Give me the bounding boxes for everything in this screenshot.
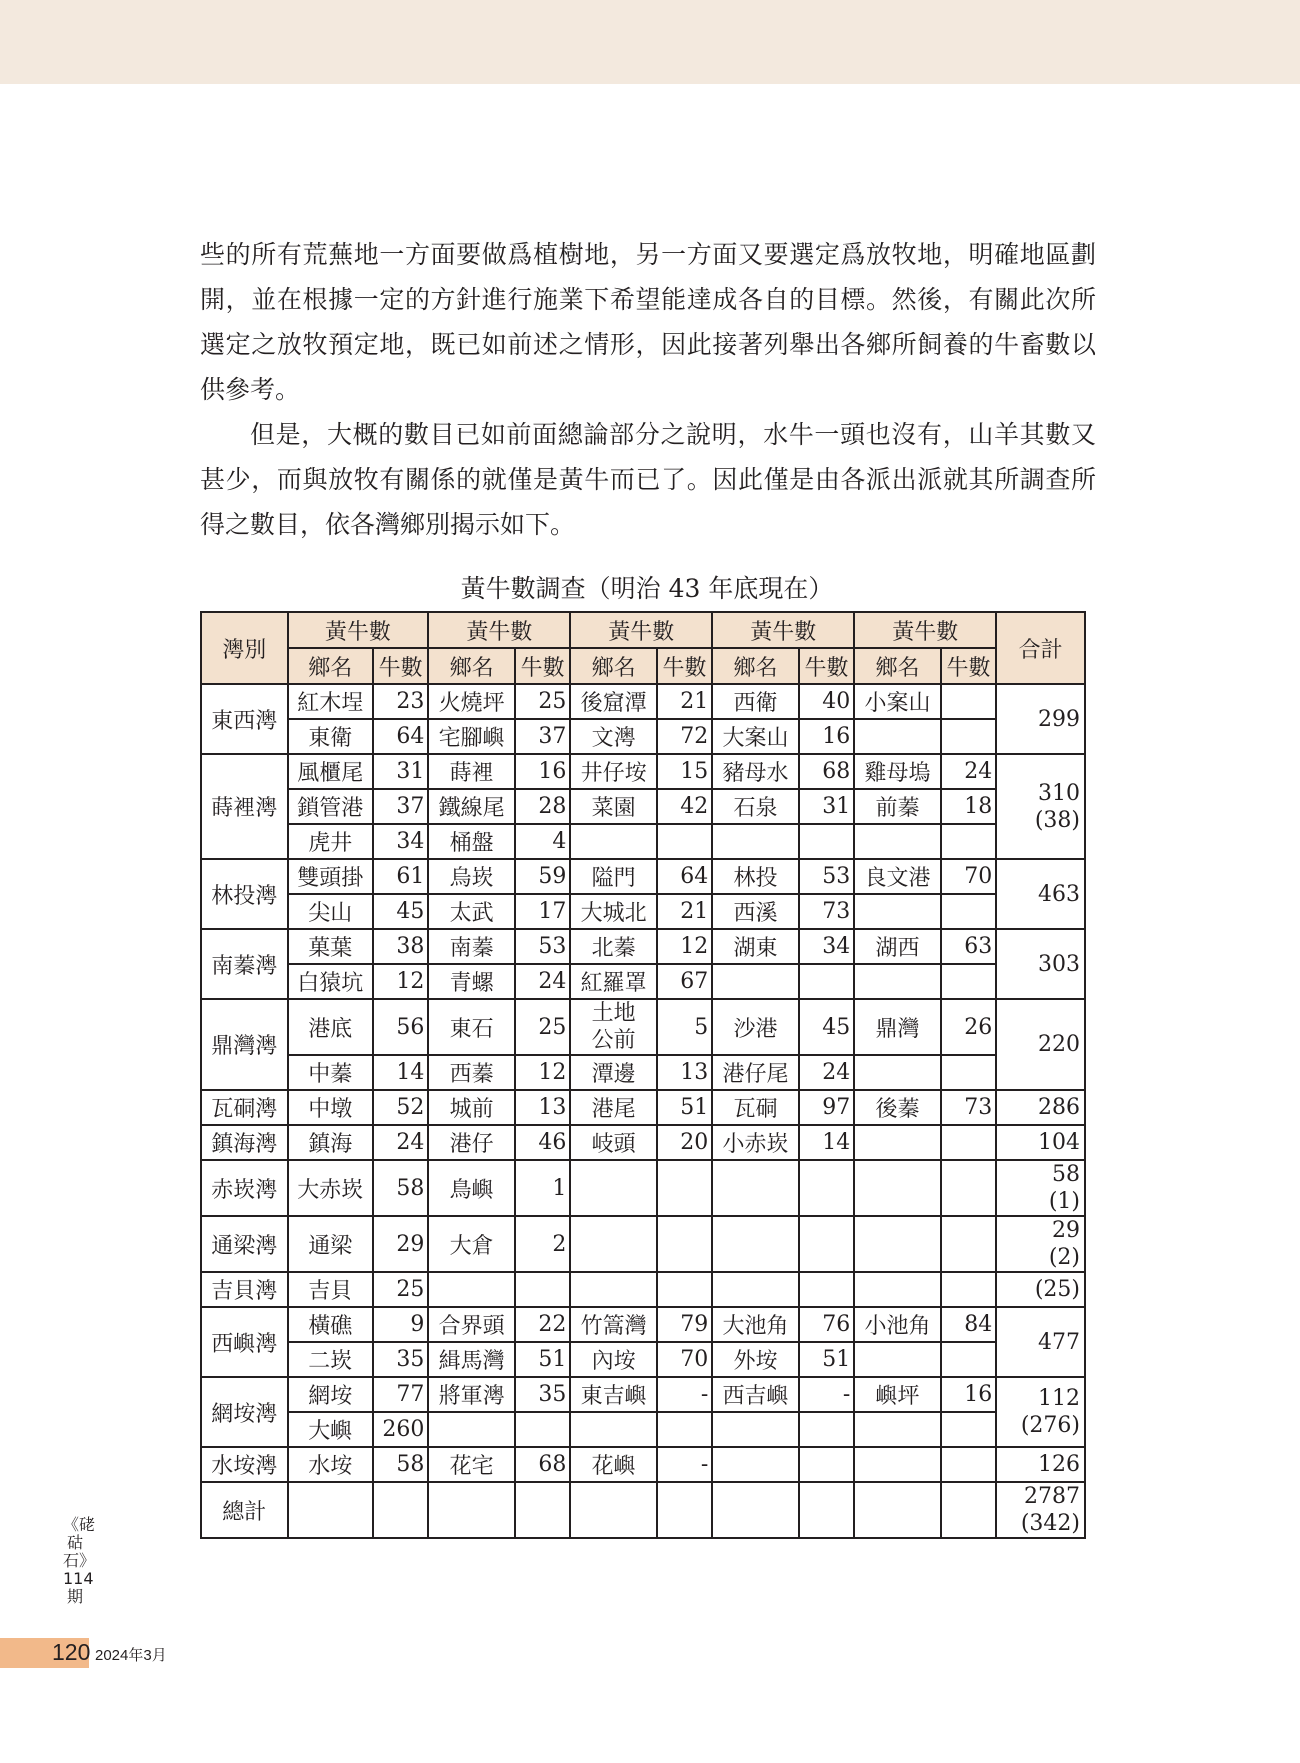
village-name: 大城北 — [570, 894, 657, 929]
village-name: 鎖管港 — [288, 789, 373, 824]
cattle-count: 29 — [373, 1216, 428, 1272]
page-number-tab — [0, 1638, 89, 1668]
bay-name: 通梁澚 — [201, 1216, 288, 1272]
cattle-count: 12 — [515, 1055, 570, 1090]
village-name — [712, 1412, 799, 1447]
village-name: 合界頭 — [428, 1307, 515, 1342]
village-name: 岐頭 — [570, 1125, 657, 1160]
village-name: 豬母水 — [712, 754, 799, 789]
village-name: 雞母塢 — [854, 754, 941, 789]
cattle-count: - — [799, 1377, 854, 1412]
cattle-count — [373, 1482, 428, 1538]
bay-name: 赤崁澚 — [201, 1160, 288, 1216]
village-name: 桶盤 — [428, 824, 515, 859]
page-number: 120 — [52, 1639, 91, 1665]
village-name: 南蓁 — [428, 929, 515, 964]
bay-total: 126 — [996, 1447, 1085, 1482]
header-group: 黃牛數 — [854, 612, 996, 648]
cattle-count: 20 — [657, 1125, 712, 1160]
cattle-count: 58 — [373, 1447, 428, 1482]
header-row-2 — [201, 648, 1085, 684]
village-name: 小案山 — [854, 684, 941, 719]
village-name — [570, 1272, 657, 1307]
village-name: 花嶼 — [570, 1447, 657, 1482]
village-name: 紅羅罩 — [570, 964, 657, 999]
village-name: 中墩 — [288, 1090, 373, 1125]
cattle-count — [941, 1216, 996, 1272]
village-name: 北蓁 — [570, 929, 657, 964]
village-name: 湖東 — [712, 929, 799, 964]
village-name — [712, 1216, 799, 1272]
cattle-count: 31 — [373, 754, 428, 789]
village-name: 港仔 — [428, 1125, 515, 1160]
cattle-count: 2 — [515, 1216, 570, 1272]
header-total: 合計 — [996, 612, 1085, 684]
cattle-count: 56 — [373, 999, 428, 1055]
cattle-count: 260 — [373, 1412, 428, 1447]
village-name: 良文港 — [854, 859, 941, 894]
header-village: 鄉名 — [288, 648, 373, 684]
table-title: 黃牛數調查（明治 43 年底現在） — [460, 574, 834, 603]
table-row — [201, 824, 1085, 859]
village-name: 將軍澚 — [428, 1377, 515, 1412]
cattle-count — [657, 1272, 712, 1307]
cattle-count: 77 — [373, 1377, 428, 1412]
header-group: 黃牛數 — [712, 612, 854, 648]
cattle-count — [515, 1412, 570, 1447]
cattle-count: 37 — [373, 789, 428, 824]
bay-total: 310 (38) — [996, 754, 1085, 859]
bay-total: (25) — [996, 1272, 1085, 1307]
village-name: 外垵 — [712, 1342, 799, 1377]
village-name: 港仔尾 — [712, 1055, 799, 1090]
village-name: 湖西 — [854, 929, 941, 964]
cattle-count — [799, 1412, 854, 1447]
cattle-count: 70 — [657, 1342, 712, 1377]
cattle-count: 14 — [373, 1055, 428, 1090]
cattle-count: 35 — [515, 1377, 570, 1412]
table-row — [201, 1342, 1085, 1377]
village-name — [570, 1216, 657, 1272]
table-row — [201, 894, 1085, 929]
cattle-count: 24 — [941, 754, 996, 789]
village-name: 雙頭掛 — [288, 859, 373, 894]
header-group: 黃牛數 — [570, 612, 712, 648]
village-name — [854, 824, 941, 859]
cattle-count: 24 — [515, 964, 570, 999]
village-name: 菓葉 — [288, 929, 373, 964]
village-name — [854, 1055, 941, 1090]
village-name: 花宅 — [428, 1447, 515, 1482]
header-count: 牛數 — [657, 648, 712, 684]
cattle-count: 21 — [657, 894, 712, 929]
village-name: 內垵 — [570, 1342, 657, 1377]
table-row — [201, 1125, 1085, 1160]
cattle-count — [941, 1342, 996, 1377]
village-name: 東石 — [428, 999, 515, 1055]
village-name: 小池角 — [854, 1307, 941, 1342]
bay-total: 299 — [996, 684, 1085, 754]
village-name: 文澚 — [570, 719, 657, 754]
bay-name: 鼎灣澚 — [201, 999, 288, 1090]
bay-total: 104 — [996, 1125, 1085, 1160]
cattle-count: 13 — [515, 1090, 570, 1125]
table-row — [201, 789, 1085, 824]
cattle-count: 5 — [657, 999, 712, 1055]
village-name: 鐵線尾 — [428, 789, 515, 824]
village-name — [854, 1412, 941, 1447]
cattle-count — [941, 1447, 996, 1482]
bay-name: 總計 — [201, 1482, 288, 1538]
village-name: 烏崁 — [428, 859, 515, 894]
village-name: 吉貝 — [288, 1272, 373, 1307]
village-name: 前蓁 — [854, 789, 941, 824]
header-count: 牛數 — [373, 648, 428, 684]
village-name: 港底 — [288, 999, 373, 1055]
village-name: 白猿坑 — [288, 964, 373, 999]
village-name: 緝馬灣 — [428, 1342, 515, 1377]
table-row — [201, 684, 1085, 719]
table-row — [201, 1272, 1085, 1307]
journal-vertical-title: 《硓𥑮石》114期 — [63, 1515, 96, 1606]
table-row — [201, 964, 1085, 999]
cattle-count: 79 — [657, 1307, 712, 1342]
village-name: 菜園 — [570, 789, 657, 824]
cattle-count: 24 — [799, 1055, 854, 1090]
cattle-count: 68 — [515, 1447, 570, 1482]
cattle-count — [799, 1272, 854, 1307]
cattle-count: 38 — [373, 929, 428, 964]
cattle-count: 72 — [657, 719, 712, 754]
village-name: 蒔裡 — [428, 754, 515, 789]
village-name — [854, 1160, 941, 1216]
bay-total: 2787 (342) — [996, 1482, 1085, 1538]
village-name: 西蓁 — [428, 1055, 515, 1090]
cattle-count: 14 — [799, 1125, 854, 1160]
cattle-count: 28 — [515, 789, 570, 824]
cattle-count: 12 — [373, 964, 428, 999]
cattle-count — [657, 824, 712, 859]
village-name: 嶼坪 — [854, 1377, 941, 1412]
table-row — [201, 1482, 1085, 1538]
village-name: 瓦硐 — [712, 1090, 799, 1125]
table-row — [201, 1160, 1085, 1216]
table-row — [201, 929, 1085, 964]
cattle-count: 16 — [799, 719, 854, 754]
bay-name: 西嶼澚 — [201, 1307, 288, 1377]
header-count: 牛數 — [799, 648, 854, 684]
cattle-count: 17 — [515, 894, 570, 929]
village-name — [428, 1412, 515, 1447]
village-name: 橫礁 — [288, 1307, 373, 1342]
table-row — [201, 1377, 1085, 1412]
bay-total: 286 — [996, 1090, 1085, 1125]
cattle-count: 51 — [657, 1090, 712, 1125]
village-name — [854, 894, 941, 929]
cattle-count — [941, 1160, 996, 1216]
village-name: 中蓁 — [288, 1055, 373, 1090]
cattle-count: 26 — [941, 999, 996, 1055]
table-row — [201, 1090, 1085, 1125]
village-name: 沙港 — [712, 999, 799, 1055]
bay-name: 吉貝澚 — [201, 1272, 288, 1307]
header-group: 黃牛數 — [288, 612, 429, 648]
cattle-table — [200, 611, 1086, 1539]
cattle-count: 9 — [373, 1307, 428, 1342]
cattle-count: - — [657, 1447, 712, 1482]
bay-name: 東西澚 — [201, 684, 288, 754]
cattle-count — [941, 1125, 996, 1160]
village-name: 大赤崁 — [288, 1160, 373, 1216]
table-row — [201, 1447, 1085, 1482]
issue-date: 2024年3月 — [95, 1647, 167, 1664]
village-name — [570, 1482, 657, 1538]
table-row — [201, 859, 1085, 894]
village-name: 宅腳嶼 — [428, 719, 515, 754]
village-name — [712, 1272, 799, 1307]
village-name: 西吉嶼 — [712, 1377, 799, 1412]
village-name — [854, 964, 941, 999]
village-name: 鎮海 — [288, 1125, 373, 1160]
village-name: 井仔垵 — [570, 754, 657, 789]
village-name — [854, 1272, 941, 1307]
header-row-1 — [201, 612, 1085, 648]
cattle-count: 13 — [657, 1055, 712, 1090]
cattle-count: 37 — [515, 719, 570, 754]
header-village: 鄉名 — [712, 648, 799, 684]
cattle-count — [799, 1447, 854, 1482]
table-row — [201, 719, 1085, 754]
cattle-count — [799, 1482, 854, 1538]
bay-name: 水垵澚 — [201, 1447, 288, 1482]
table-row — [201, 1412, 1085, 1447]
cattle-count — [515, 1272, 570, 1307]
cattle-count — [941, 1482, 996, 1538]
cattle-count: 68 — [799, 754, 854, 789]
cattle-count: 25 — [373, 1272, 428, 1307]
cattle-count — [657, 1160, 712, 1216]
cattle-count — [515, 1482, 570, 1538]
bay-total: 29 (2) — [996, 1216, 1085, 1272]
cattle-count — [799, 1160, 854, 1216]
cattle-count: 53 — [799, 859, 854, 894]
village-name: 鳥嶼 — [428, 1160, 515, 1216]
cattle-count: 76 — [799, 1307, 854, 1342]
village-name — [288, 1482, 373, 1538]
village-name — [570, 1412, 657, 1447]
header-count: 牛數 — [515, 648, 570, 684]
village-name: 石泉 — [712, 789, 799, 824]
village-name: 虎井 — [288, 824, 373, 859]
village-name: 後蓁 — [854, 1090, 941, 1125]
cattle-count: 52 — [373, 1090, 428, 1125]
cattle-count: 61 — [373, 859, 428, 894]
cattle-count — [657, 1216, 712, 1272]
cattle-count: 58 — [373, 1160, 428, 1216]
bay-total: 463 — [996, 859, 1085, 929]
table-row — [201, 754, 1085, 789]
bay-name: 網垵澚 — [201, 1377, 288, 1447]
village-name: 通梁 — [288, 1216, 373, 1272]
cattle-count: 46 — [515, 1125, 570, 1160]
village-name: 水垵 — [288, 1447, 373, 1482]
body-text — [200, 232, 1096, 547]
village-name: 城前 — [428, 1090, 515, 1125]
village-name: 小赤崁 — [712, 1125, 799, 1160]
cattle-count — [941, 684, 996, 719]
cattle-count: 45 — [373, 894, 428, 929]
cattle-count: 23 — [373, 684, 428, 719]
cattle-count: 51 — [515, 1342, 570, 1377]
village-name: 大倉 — [428, 1216, 515, 1272]
cattle-count: 34 — [799, 929, 854, 964]
village-name — [428, 1272, 515, 1307]
village-name: 網垵 — [288, 1377, 373, 1412]
village-name: 港尾 — [570, 1090, 657, 1125]
header-village: 鄉名 — [854, 648, 941, 684]
cattle-count: 22 — [515, 1307, 570, 1342]
cattle-count: 51 — [799, 1342, 854, 1377]
cattle-count: 63 — [941, 929, 996, 964]
paragraph-2: 但是，大概的數目已如前面總論部分之說明，水牛一頭也沒有，山羊其數又甚少，而與放牧有關係的就僅是黃牛而已了。因此僅是由各派出派就其所調查所得之數目，依各灣鄉別揭示如下。 — [200, 420, 1096, 539]
cattle-count — [941, 1412, 996, 1447]
cattle-count: 16 — [941, 1377, 996, 1412]
cattle-count: 21 — [657, 684, 712, 719]
village-name: 尖山 — [288, 894, 373, 929]
cattle-count: 97 — [799, 1090, 854, 1125]
village-name: 二崁 — [288, 1342, 373, 1377]
village-name: 青螺 — [428, 964, 515, 999]
cattle-count: 40 — [799, 684, 854, 719]
village-name: 西衛 — [712, 684, 799, 719]
village-name — [570, 1160, 657, 1216]
cattle-count: 64 — [373, 719, 428, 754]
cattle-count — [941, 894, 996, 929]
cattle-count — [799, 824, 854, 859]
bay-name: 南蓁澚 — [201, 929, 288, 999]
cattle-count: 53 — [515, 929, 570, 964]
village-name: 紅木埕 — [288, 684, 373, 719]
village-name — [712, 964, 799, 999]
cattle-count: 73 — [799, 894, 854, 929]
cattle-count — [657, 1412, 712, 1447]
village-name: 西溪 — [712, 894, 799, 929]
village-name — [712, 1482, 799, 1538]
cattle-count — [941, 824, 996, 859]
village-name — [854, 719, 941, 754]
header-bay: 澚別 — [201, 612, 288, 684]
cattle-count — [941, 964, 996, 999]
village-name — [712, 1160, 799, 1216]
bay-total: 220 — [996, 999, 1085, 1090]
village-name — [428, 1482, 515, 1538]
bay-total: 112 (276) — [996, 1377, 1085, 1447]
village-name: 竹篙灣 — [570, 1307, 657, 1342]
cattle-count: 67 — [657, 964, 712, 999]
bay-total: 58 (1) — [996, 1160, 1085, 1216]
header-group: 黃牛數 — [428, 612, 570, 648]
cattle-count: 45 — [799, 999, 854, 1055]
village-name — [712, 824, 799, 859]
village-name: 大案山 — [712, 719, 799, 754]
village-name: 火燒坪 — [428, 684, 515, 719]
village-name — [854, 1216, 941, 1272]
village-name: 土地 公前 — [570, 999, 657, 1055]
table-row — [201, 999, 1085, 1055]
village-name — [570, 824, 657, 859]
village-name: 東吉嶼 — [570, 1377, 657, 1412]
header-village: 鄉名 — [428, 648, 515, 684]
bay-name: 鎮海澚 — [201, 1125, 288, 1160]
village-name — [712, 1447, 799, 1482]
header-village: 鄉名 — [570, 648, 657, 684]
cattle-count: 25 — [515, 684, 570, 719]
table-row — [201, 1216, 1085, 1272]
cattle-count: 24 — [373, 1125, 428, 1160]
cattle-count: 84 — [941, 1307, 996, 1342]
village-name — [854, 1342, 941, 1377]
bay-total: 477 — [996, 1307, 1085, 1377]
cattle-count — [941, 719, 996, 754]
bay-name: 蒔裡澚 — [201, 754, 288, 859]
village-name: 太武 — [428, 894, 515, 929]
bay-name: 林投澚 — [201, 859, 288, 929]
table-row — [201, 1307, 1085, 1342]
top-band — [0, 0, 1300, 84]
cattle-count: 64 — [657, 859, 712, 894]
village-name: 林投 — [712, 859, 799, 894]
village-name — [854, 1482, 941, 1538]
cattle-count — [799, 1216, 854, 1272]
cattle-count: 35 — [373, 1342, 428, 1377]
village-name: 隘門 — [570, 859, 657, 894]
village-name: 大池角 — [712, 1307, 799, 1342]
cattle-count — [941, 1055, 996, 1090]
cattle-count: 31 — [799, 789, 854, 824]
cattle-count: 25 — [515, 999, 570, 1055]
cattle-count — [657, 1482, 712, 1538]
village-name: 東衛 — [288, 719, 373, 754]
cattle-count: 4 — [515, 824, 570, 859]
cattle-count: 16 — [515, 754, 570, 789]
village-name: 大嶼 — [288, 1412, 373, 1447]
bay-name: 瓦硐澚 — [201, 1090, 288, 1125]
table-row — [201, 1055, 1085, 1090]
header-count: 牛數 — [941, 648, 996, 684]
cattle-count: 12 — [657, 929, 712, 964]
cattle-count: 34 — [373, 824, 428, 859]
village-name: 鼎灣 — [854, 999, 941, 1055]
village-name: 後窟潭 — [570, 684, 657, 719]
cattle-count: 15 — [657, 754, 712, 789]
village-name — [854, 1125, 941, 1160]
village-name — [854, 1447, 941, 1482]
bay-total: 303 — [996, 929, 1085, 999]
cattle-count: - — [657, 1377, 712, 1412]
village-name: 潭邊 — [570, 1055, 657, 1090]
cattle-count: 70 — [941, 859, 996, 894]
cattle-count: 59 — [515, 859, 570, 894]
cattle-count: 18 — [941, 789, 996, 824]
cattle-count — [799, 964, 854, 999]
cattle-count — [941, 1272, 996, 1307]
cattle-count: 73 — [941, 1090, 996, 1125]
cattle-count: 42 — [657, 789, 712, 824]
village-name: 風櫃尾 — [288, 754, 373, 789]
paragraph-1: 些的所有荒蕪地一方面要做爲植樹地，另一方面又要選定爲放牧地，明確地區劃開，並在根據一定的方針進行施業下希望能達成各自的目標。然後，有關此次所選定之放牧預定地，既已如前述之情形，因此接著列舉出各鄉所飼養的牛畜數以供參考。 — [200, 240, 1096, 404]
cattle-count: 1 — [515, 1160, 570, 1216]
